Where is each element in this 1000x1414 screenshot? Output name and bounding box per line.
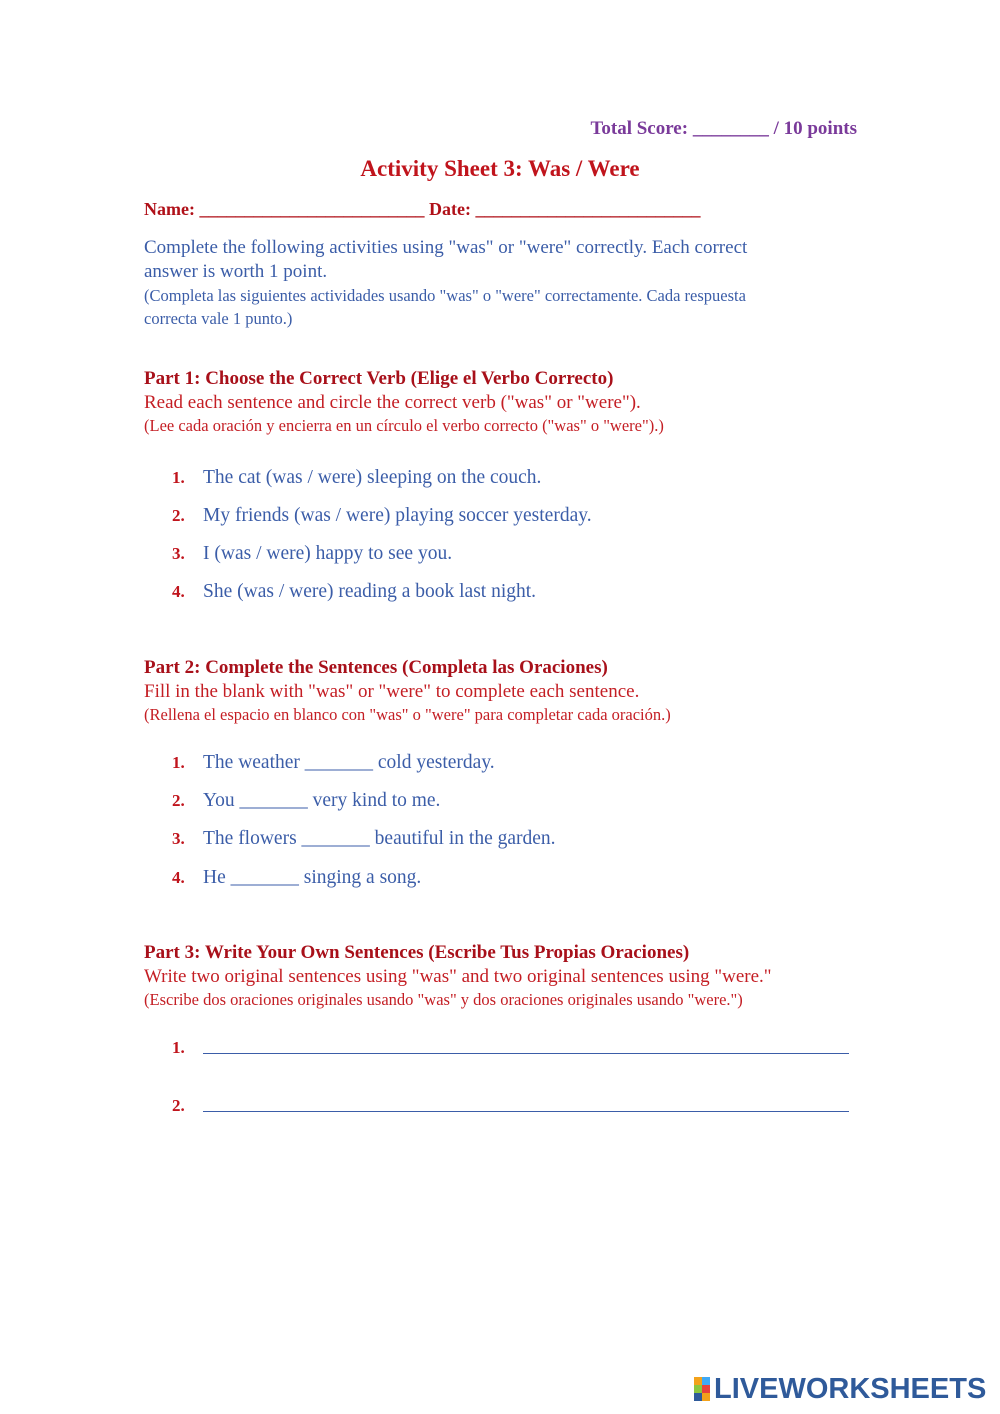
item-sentence[interactable]: I (was / were) happy to see you. (203, 543, 453, 564)
intro-es-line-1: (Completa las siguientes actividades usando "was" o "were" correctamente. Cada respuesta (144, 286, 746, 305)
item-sentence[interactable]: The cat (was / were) sleeping on the couch. (203, 467, 542, 488)
intro-es-line-2: correcta vale 1 punto.) (144, 309, 293, 328)
part1-header (144, 367, 864, 437)
part2-instruction: Fill in the blank with "was" or "were" to complete each sentence. (144, 681, 640, 702)
list-item (172, 1035, 872, 1061)
part2-instruction-es: (Rellena el espacio en blanco con "was" o "were" para completar cada oración.) (144, 705, 671, 724)
answer-line-2[interactable] (203, 1111, 849, 1112)
item-number: 2. (172, 1096, 185, 1115)
part3-instruction-es: (Escribe dos oraciones originales usando "was" y dos oraciones originales usando "were.") (144, 990, 743, 1009)
part3-heading: Part 3: Write Your Own Sentences (Escribe Tus Propias Oraciones) (144, 942, 690, 963)
item-number: 1. (172, 468, 185, 487)
part1-instruction-es: (Lee cada oración y encierra en un círculo el verbo correcto ("was" o "were").) (144, 416, 664, 435)
item-number: 4. (172, 868, 185, 887)
part2-header (144, 656, 864, 726)
item-number: 2. (172, 791, 185, 810)
item-number: 4. (172, 582, 185, 601)
part3-header (144, 941, 864, 1011)
total-score: Total Score: ________ / 10 points (590, 118, 857, 139)
list-item (172, 1093, 872, 1119)
part1-instruction: Read each sentence and circle the correct verb ("was" or "were"). (144, 392, 641, 413)
part1-heading: Part 1: Choose the Correct Verb (Elige el Verbo Correcto) (144, 368, 614, 389)
part2-heading: Part 2: Complete the Sentences (Completa las Oraciones) (144, 657, 608, 678)
page-title: Activity Sheet 3: Was / Were (360, 156, 640, 181)
item-sentence[interactable]: She (was / were) reading a book last night. (203, 581, 537, 602)
item-sentence[interactable]: He _______ singing a song. (203, 867, 422, 888)
answer-line-1[interactable] (203, 1053, 849, 1054)
part3-instruction: Write two original sentences using "was" and two original sentences using "were." (144, 966, 772, 987)
liveworksheets-logo-icon (694, 1377, 710, 1401)
intro-en-line-2: answer is worth 1 point. (144, 261, 328, 282)
liveworksheets-logo (694, 1374, 986, 1404)
name-date-fields: Name: _________________________ Date: _________________________ (144, 199, 701, 219)
item-number: 2. (172, 506, 185, 525)
item-number: 3. (172, 544, 185, 563)
item-sentence[interactable]: You _______ very kind to me. (203, 790, 441, 811)
intro-en-line-1: Complete the following activities using "was" or "were" correctly. Each correct (144, 237, 748, 258)
item-number: 3. (172, 829, 185, 848)
item-sentence[interactable]: My friends (was / were) playing soccer yesterday. (203, 505, 592, 526)
item-number: 1. (172, 1038, 185, 1057)
item-sentence[interactable]: The flowers _______ beautiful in the garden. (203, 828, 556, 849)
item-number: 1. (172, 753, 185, 772)
item-sentence[interactable]: The weather _______ cold yesterday. (203, 752, 495, 773)
intro-instructions (144, 236, 844, 330)
logo-text: LIVEWORKSHEETS (714, 1373, 987, 1405)
